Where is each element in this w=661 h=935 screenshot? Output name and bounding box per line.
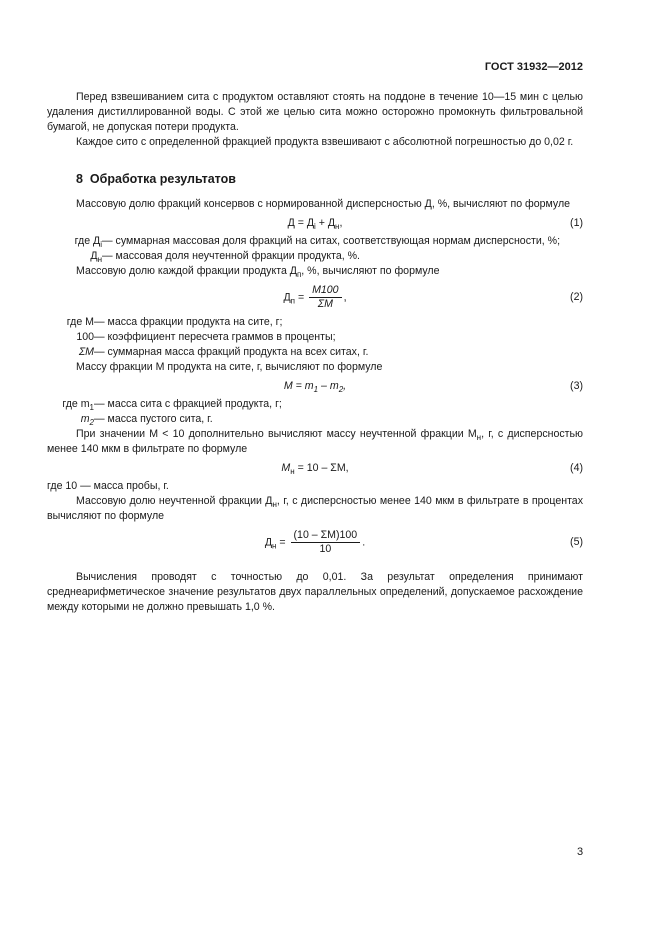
where-item: где $m_1$ — масса сита с фракцией продукта, г; [62,398,282,412]
formula-1-expression: $Д = Д_i + Д_н$, [287,216,343,231]
section-title: Обработка результатов [89,172,236,186]
formula-5-number: (5) [570,535,583,548]
document-id: ГОСТ 31932—2012 [484,61,583,73]
page-number: 3 [577,846,584,858]
formula-5-expression: $Д_н$ = $\frac{(10 - \Sigma M)100}{10}$ . [264,528,366,555]
where-item: где $Д_i$ — суммарная массовая доля фракций на ситах, соответствующая нормам дисперсности, %; [74,235,561,249]
section-number: 8 [76,172,83,186]
formula-5 [47,524,583,560]
paragraph-final: Вычисления проводят с точностью до 0,01. За результат определения принимают среднеарифметическое значение результатов двух параллельных определений, допускаемое расхождение между которыми не должно превышать 1,0 %. [47,571,583,613]
formula-4-expression: $M_н = 10 - \Sigma M$, [281,461,349,476]
where-item: $Д_н$ — массовая доля неучтенной фракции продукта, %. [90,250,360,264]
where-list-1 [47,234,583,264]
formula-3-expression: $M = m_1 - m_2$, [283,379,347,394]
where-item: ΣM — суммарная масса фракций продукта на всех ситах, г. [78,346,369,358]
formula-2-fraction: $\frac{M100}{\Sigma M}$ [309,284,342,311]
where-4: где 10 — масса пробы, г. [47,480,169,492]
where-list-2 [47,315,583,360]
where-item: 100 — коэффициент пересчета граммов в проценты; [76,331,336,343]
paragraph-each-share: Массовую долю каждой фракции продукта $Д_п$, %, вычисляют по формуле [76,265,440,279]
formula-2 [47,279,583,315]
formula-2-number: (2) [570,290,583,303]
formula-1 [47,212,583,234]
formula-3-number: (3) [570,379,583,392]
paragraph-unaccounted: Массовую долю неучтенной фракции $Д_н$, г, с дисперсностью менее 140 мкм в фильтрате в процентах вычисляют по формуле [47,495,583,522]
formula-2-expression: $Д_п$ = $\frac{M100}{\Sigma M}$ , [283,283,347,310]
where-list-3 [47,397,583,427]
formula-3 [47,375,583,397]
paragraph-when: При значении M < 10 дополнительно вычисляют массу неучтенной фракции $M_н$, г, с дисперсностью менее 140 мкм в фильтрате по формуле [47,428,583,455]
formula-4-number: (4) [570,461,583,474]
where-item: где M — масса фракции продукта на сите, г; [66,316,283,328]
page-content [47,90,583,615]
paragraph-fraction-mass: Массу фракции M продукта на сите, г, вычисляют по формуле [76,361,383,373]
paragraph-mass-share: Массовую долю фракций консервов с нормированной дисперсностью Д, %, вычисляют по формуле [76,198,571,210]
intro-paragraph-1: Перед взвешиванием сита с продуктом оставляют стоять на поддоне в течение 10—15 мин с целью удаления дистиллированной воды. С этой же целью сита можно осторожно промокнуть фильтровальной бумагой, не допуская потери продукта. [47,91,583,133]
intro-paragraph-2: Каждое сито с определенной фракцией продукта взвешивают с абсолютной погрешностью до 0,02 г. [76,136,574,148]
formula-1-number: (1) [570,216,583,229]
formula-5-fraction: $\frac{(10 - \Sigma M)100}{10}$ [291,529,361,556]
where-item: $m_2$ — масса пустого сита, г. [80,413,213,427]
formula-4 [47,457,583,479]
section-heading [76,172,583,187]
